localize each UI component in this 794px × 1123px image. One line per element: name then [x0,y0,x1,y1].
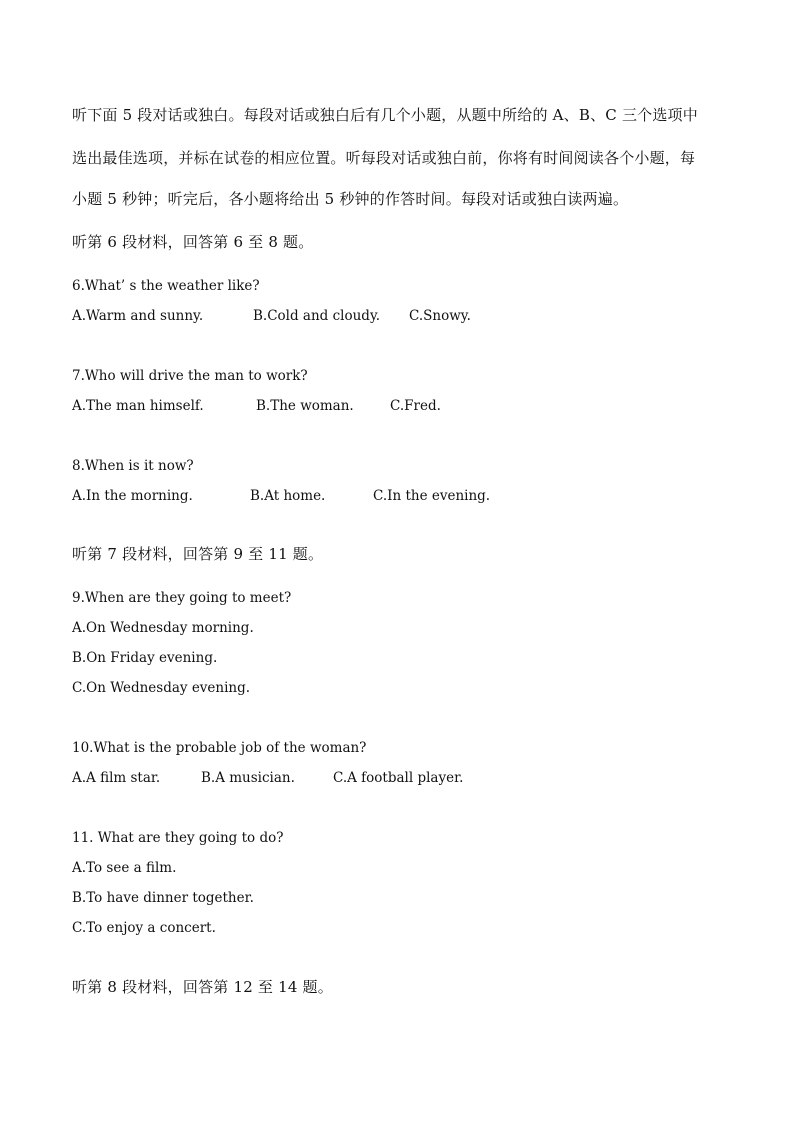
question-10: 10.What is the probable job of the woman? [72,740,367,756]
question-7-option-b: B.The woman. [256,398,354,414]
question-7: 7.Who will drive the man to work? [72,368,308,384]
question-9-option-b: B.On Friday evening. [72,650,218,666]
question-8-option-a: A.In the morning. [72,488,193,504]
section-heading-6-8: 听第 6 段材料，回答第 6 至 8 题。 [72,233,314,251]
instructions-line-3: 小题 5 秒钟；听完后，各小题将给出 5 秒钟的作答时间。每段对话或独白读两遍。 [72,190,629,208]
question-8: 8.When is it now? [72,458,194,474]
question-9: 9.When are they going to meet? [72,590,292,606]
question-7-option-a: A.The man himself. [72,398,204,414]
question-9-option-c: C.On Wednesday evening. [72,680,251,696]
question-8-option-b: B.At home. [250,488,326,504]
section-heading-12-14: 听第 8 段材料，回答第 12 至 14 题。 [72,978,333,996]
question-9-option-a: A.On Wednesday morning. [72,620,254,636]
question-6-option-a: A.Warm and sunny. [72,308,204,324]
question-10-option-a: A.A film star. [72,770,161,786]
question-11-option-c: C.To enjoy a concert. [72,920,216,936]
instructions-line-2: 选出最佳选项，并标在试卷的相应位置。听每段对话或独白前，你将有时间阅读各个小题，每 [72,149,696,167]
section-heading-9-11: 听第 7 段材料，回答第 9 至 11 题。 [72,545,324,563]
question-6: 6.What’ s the weather like? [72,278,260,294]
question-11-option-a: A.To see a film. [72,860,177,876]
question-6-option-b: B.Cold and cloudy. [253,308,381,324]
question-10-option-b: B.A musician. [201,770,295,786]
question-7-option-c: C.Fred. [390,398,441,414]
question-6-option-c: C.Snowy. [409,308,471,324]
question-8-option-c: C.In the evening. [373,488,491,504]
question-11: 11. What are they going to do? [72,830,284,846]
question-10-option-c: C.A football player. [333,770,464,786]
question-11-option-b: B.To have dinner together. [72,890,254,906]
instructions-line-1: 听下面 5 段对话或独白。每段对话或独白后有几个小题，从题中所给的 A、B、C 三个选项中 [72,106,698,124]
